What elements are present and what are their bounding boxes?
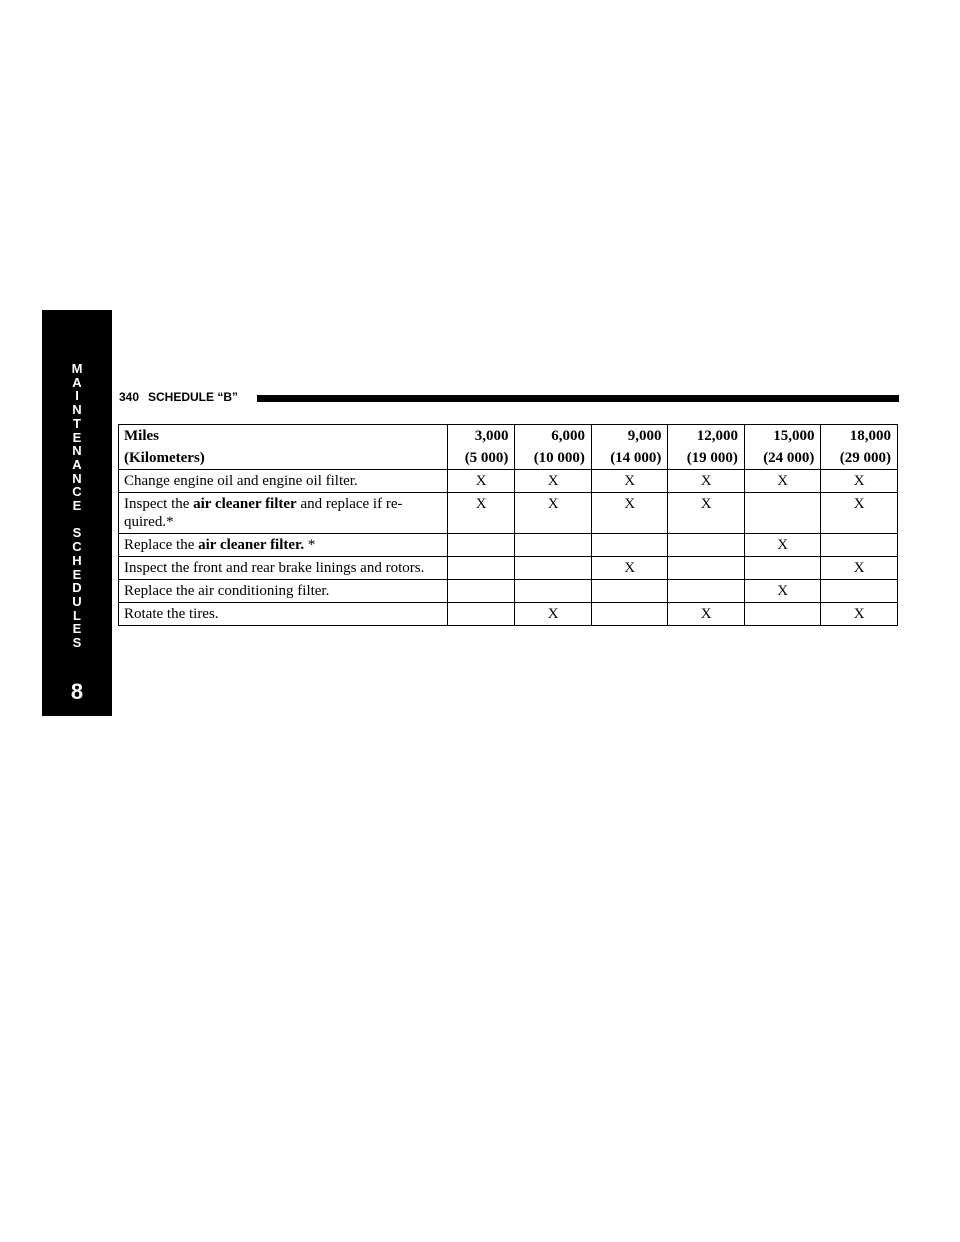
service-description: Inspect the front and rear brake linings and rotors.: [119, 557, 448, 580]
service-mark: [668, 557, 745, 580]
side-letter: E: [72, 498, 82, 514]
header-miles-label: Miles: [124, 428, 159, 444]
table-row: [119, 470, 898, 493]
side-letter: C: [72, 539, 82, 555]
service-text: Inspect the: [124, 496, 194, 512]
interval-miles: 18,000: [849, 428, 891, 444]
interval-header: [591, 425, 668, 470]
side-letter: E: [72, 621, 82, 637]
service-description: [119, 534, 448, 557]
header-rule: [257, 395, 899, 402]
service-mark: [668, 534, 745, 557]
service-mark: X: [821, 493, 898, 534]
service-mark: X: [821, 603, 898, 626]
service-mark: [448, 580, 515, 603]
service-mark: [515, 580, 592, 603]
side-letter: A: [72, 456, 82, 472]
service-mark: X: [591, 493, 668, 534]
interval-header: [448, 425, 515, 470]
service-text: Replace the: [124, 537, 199, 553]
service-part-name: air cleaner filter.: [198, 537, 305, 553]
service-description: Rotate the tires.: [119, 603, 448, 626]
interval-header: [515, 425, 592, 470]
service-mark: X: [668, 603, 745, 626]
service-text: and replace if re-quired.*: [124, 496, 403, 530]
side-letter: E: [72, 429, 82, 445]
table-header-row: [119, 425, 898, 470]
interval-header: [821, 425, 898, 470]
service-mark: X: [744, 534, 821, 557]
interval-miles: 15,000: [773, 428, 815, 444]
interval-header: [744, 425, 821, 470]
service-mark: X: [591, 470, 668, 493]
service-mark: [515, 557, 592, 580]
service-mark: [448, 603, 515, 626]
service-mark: X: [515, 603, 592, 626]
page-number: 340: [119, 390, 140, 404]
side-letter: D: [72, 580, 82, 596]
side-letter: M: [71, 361, 83, 376]
service-mark: [744, 493, 821, 534]
service-mark: [744, 603, 821, 626]
service-description: Change engine oil and engine oil filter.: [119, 470, 448, 493]
interval-miles: 9,000: [627, 428, 662, 444]
interval-header: [668, 425, 745, 470]
header-label-cell: [119, 425, 448, 470]
service-mark: [448, 534, 515, 557]
service-text: *: [304, 537, 316, 553]
service-description: [119, 493, 448, 534]
service-mark: X: [515, 470, 592, 493]
maintenance-schedule-table: [118, 424, 898, 626]
service-mark: X: [821, 557, 898, 580]
service-mark: [821, 580, 898, 603]
side-letter: L: [73, 607, 81, 623]
side-letter: A: [72, 374, 82, 390]
side-letter: S: [72, 635, 82, 651]
service-mark: [668, 580, 745, 603]
side-letter: H: [72, 552, 82, 568]
interval-km: (29 000): [839, 450, 891, 466]
service-part-name: air cleaner filter: [193, 496, 297, 512]
interval-km: (24 000): [763, 450, 815, 466]
table-row: [119, 534, 898, 557]
side-letter: N: [72, 402, 82, 418]
interval-km: (14 000): [610, 450, 662, 466]
interval-km: (19 000): [686, 450, 738, 466]
table-row: [119, 557, 898, 580]
table-row: [119, 493, 898, 534]
side-letter: I: [75, 388, 79, 404]
side-letter: N: [72, 470, 82, 486]
interval-miles: 6,000: [551, 428, 585, 444]
service-mark: [515, 534, 592, 557]
service-mark: [591, 603, 668, 626]
service-description: Replace the air conditioning filter.: [119, 580, 448, 603]
service-mark: X: [448, 470, 515, 493]
chapter-number: 8: [70, 679, 84, 704]
side-letter: U: [72, 593, 82, 609]
service-mark: X: [668, 493, 745, 534]
service-mark: X: [744, 470, 821, 493]
table-row: [119, 603, 898, 626]
service-mark: [448, 557, 515, 580]
service-mark: X: [744, 580, 821, 603]
service-mark: X: [821, 470, 898, 493]
chapter-side-tab: [42, 310, 112, 716]
side-letter: T: [73, 415, 81, 431]
interval-km: (10 000): [533, 450, 585, 466]
service-mark: [821, 534, 898, 557]
side-tab-letters: [42, 362, 112, 650]
side-letter: S: [72, 525, 82, 541]
service-mark: X: [668, 470, 745, 493]
interval-miles: 12,000: [696, 428, 738, 444]
interval-miles: 3,000: [474, 428, 509, 444]
service-mark: X: [591, 557, 668, 580]
service-mark: [591, 534, 668, 557]
header-km-label: (Kilometers): [124, 450, 205, 466]
interval-km: (5 000): [464, 450, 509, 466]
service-mark: [744, 557, 821, 580]
table-row: [119, 580, 898, 603]
side-letter: C: [72, 484, 82, 500]
page-title: SCHEDULE “B”: [148, 390, 239, 404]
side-letter: N: [72, 443, 82, 459]
side-letter-gap: [42, 513, 112, 527]
service-mark: X: [515, 493, 592, 534]
side-letter: E: [72, 566, 82, 582]
service-mark: X: [448, 493, 515, 534]
page-header: [119, 390, 899, 410]
service-mark: [591, 580, 668, 603]
